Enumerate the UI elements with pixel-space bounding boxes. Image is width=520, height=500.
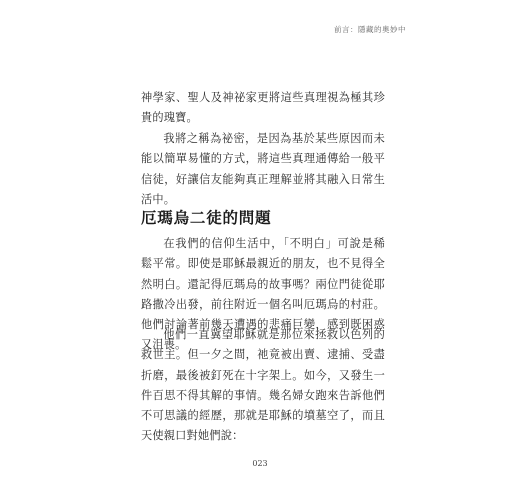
page-number: 023 [252, 459, 268, 468]
section-heading: 厄瑪烏二徒的問題 [141, 209, 272, 227]
running-header: 前言：隱藏的奧妙中 [334, 25, 406, 34]
paragraph-4: 他們一直冀望耶穌就是那位來拯救以色列的救世主。但一夕之間，祂竟被出賣、逮捕、受盡折磨，最後被釘死在十字架上。如今，又發生一件百思不得其解的事情。幾名婦女跑來告訴他們不可思議的經歷，那就是耶穌的墳墓空了，而且天使親口對她們說： [141, 328, 385, 443]
paragraph-2: 我將之稱為祕密，是因為基於某些原因而未能以簡單易懂的方式，將這些真理通傳給一般平信徒，好讓信友能夠真正理解並將其融入日常生活中。 [141, 132, 385, 206]
paragraph-3: 在我們的信仰生活中，「不明白」可說是稀鬆平常。即使是耶穌最親近的朋友，也不見得全然明白。還記得厄瑪烏的故事嗎？兩位門徒從耶路撒冷出發，前往附近一個名叫厄瑪烏的村莊。他們討論著前幾天遭遇的悲痛巨變，感到既困惑又沮喪。 [141, 237, 385, 352]
paragraph-1: 神學家、聖人及神祕家更將這些真理視為極其珍貴的瑰寶。 [141, 91, 385, 125]
